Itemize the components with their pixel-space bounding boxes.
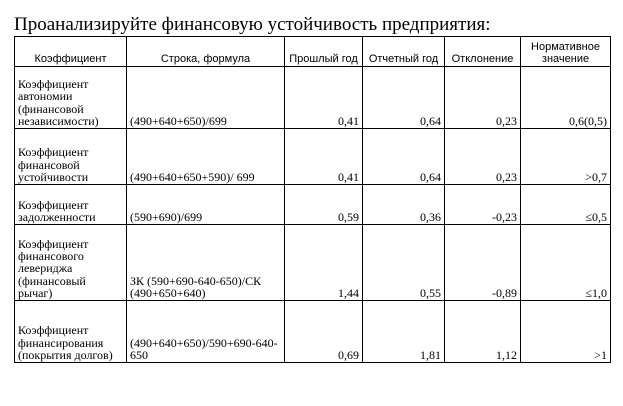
table-row — [15, 225, 611, 301]
norm-value: >0,7 — [521, 129, 611, 185]
formula-cell: (490+640+650+590)/ 699 — [127, 129, 285, 185]
reporting-year-value: 0,64 — [363, 67, 445, 129]
header-previous-year: Прошлый год — [285, 37, 363, 67]
table-row — [15, 129, 611, 185]
header-coefficient: Коэффициент — [15, 37, 127, 67]
table-row — [15, 67, 611, 129]
coefficient-name: Коэффициент финансирования (покрытия долгов) — [15, 301, 127, 363]
formula-cell: (590+690)/699 — [127, 185, 285, 225]
norm-value: 0,6(0,5) — [521, 67, 611, 129]
coefficient-name: Коэффициент автономии (финансовой независимости) — [15, 67, 127, 129]
coefficient-name: Коэффициент задолженности — [15, 185, 127, 225]
reporting-year-value: 0,55 — [363, 225, 445, 301]
coefficient-name: Коэффициент финансовой устойчивости — [15, 129, 127, 185]
header-deviation: Отклонение — [445, 37, 521, 67]
previous-year-value: 0,41 — [285, 67, 363, 129]
deviation-value: 0,23 — [445, 67, 521, 129]
header-norm: Нормативное значение — [521, 37, 611, 67]
reporting-year-value: 0,64 — [363, 129, 445, 185]
deviation-value: -0,89 — [445, 225, 521, 301]
norm-value: ≤0,5 — [521, 185, 611, 225]
previous-year-value: 0,69 — [285, 301, 363, 363]
financial-stability-table — [14, 36, 611, 363]
reporting-year-value: 0,36 — [363, 185, 445, 225]
norm-value: ≤1,0 — [521, 225, 611, 301]
formula-cell: (490+640+650)/699 — [127, 67, 285, 129]
norm-value: >1 — [521, 301, 611, 363]
previous-year-value: 1,44 — [285, 225, 363, 301]
page-title: Проанализируйте финансовую устойчивость предприятия: — [14, 14, 491, 35]
deviation-value: 1,12 — [445, 301, 521, 363]
header-reporting-year: Отчетный год — [363, 37, 445, 67]
table-row — [15, 301, 611, 363]
deviation-value: -0,23 — [445, 185, 521, 225]
coefficient-name: Коэффициент финансового левериджа (финансовый рычаг) — [15, 225, 127, 301]
formula-cell: (490+640+650)/590+690-640-650 — [127, 301, 285, 363]
header-row — [15, 37, 611, 67]
previous-year-value: 0,59 — [285, 185, 363, 225]
deviation-value: 0,23 — [445, 129, 521, 185]
reporting-year-value: 1,81 — [363, 301, 445, 363]
header-formula: Строка, формула — [127, 37, 285, 67]
previous-year-value: 0,41 — [285, 129, 363, 185]
formula-cell: ЗК (590+690-640-650)/СК (490+650+640) — [127, 225, 285, 301]
table-row — [15, 185, 611, 225]
